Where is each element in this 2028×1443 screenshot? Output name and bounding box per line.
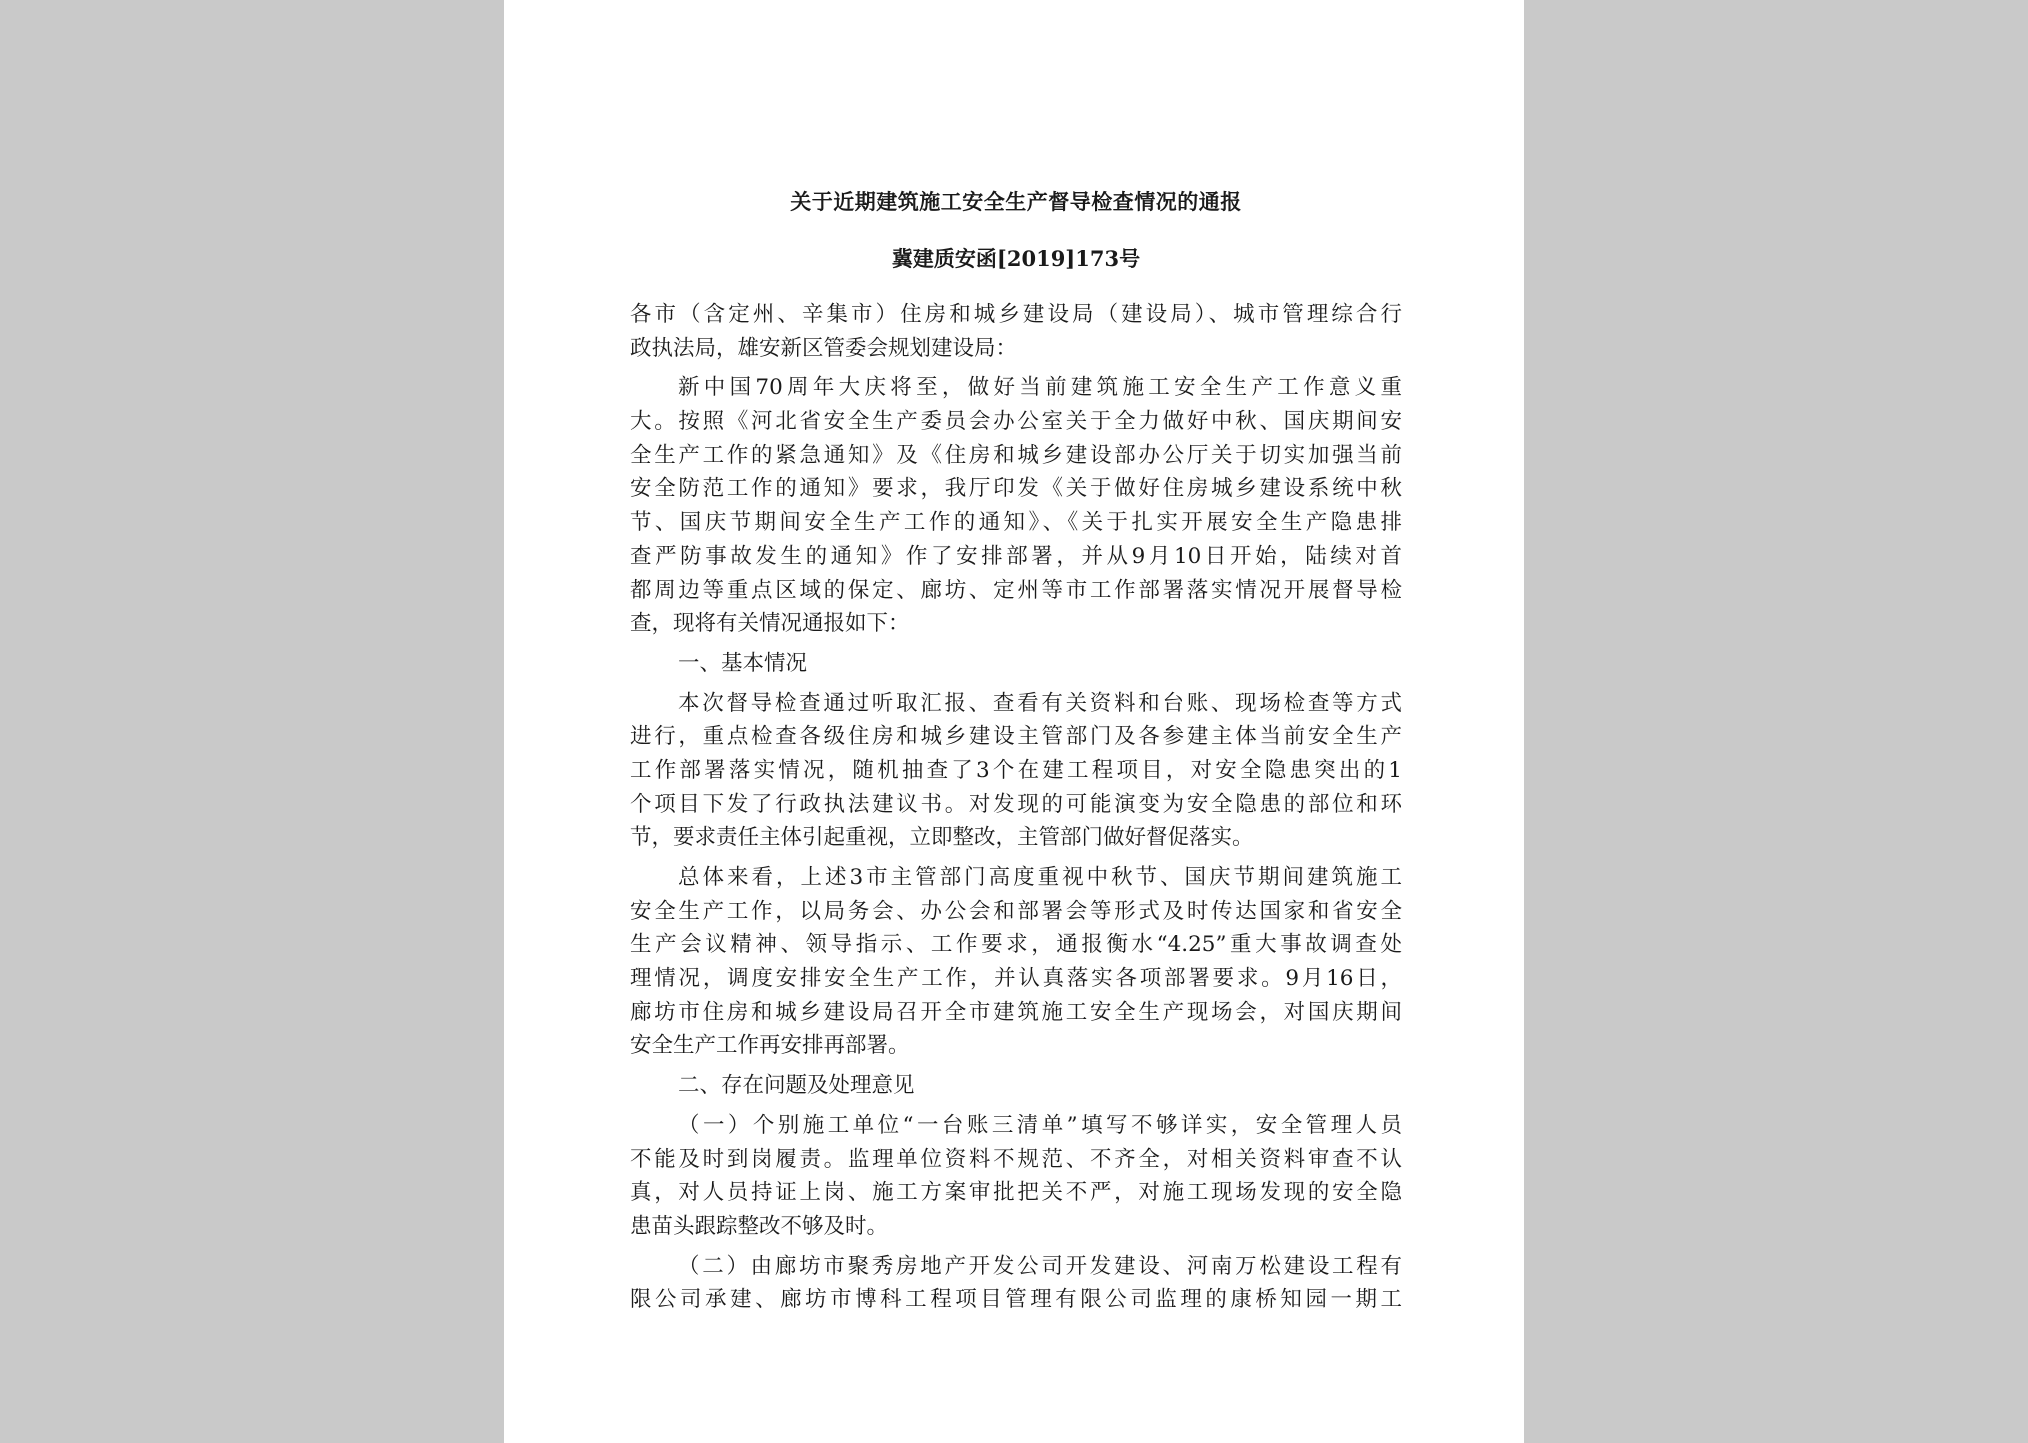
text-line: 总体来看，上述3市主管部门高度重视中秋节、国庆节期间建筑施工 (678, 865, 1402, 890)
text-line: （二）由廊坊市聚秀房地产开发公司开发建设、河南万松建设工程有 (678, 1253, 1402, 1279)
text-line: 政执法局，雄安新区管委会规划建设局： (630, 335, 1018, 361)
text-line: 节、国庆节期间安全生产工作的通知》、《关于扎实开展安全生产隐患排 (630, 510, 1402, 536)
text-line: 生产会议精神、领导指示、工作要求，通报衡水“4.25”重大事故调查处 (630, 932, 1402, 958)
text-line: 真，对人员持证上岗、施工方案审批把关不严，对施工现场发现的安全隐 (630, 1180, 1402, 1206)
document-body (630, 298, 1402, 1317)
text-line: 安全生产工作，以局务会、办公会和部署会等形式及时传达国家和省安全 (630, 898, 1402, 924)
document-number: 冀建质安函[2019]173号 (891, 246, 1141, 271)
text-line: 不能及时到岗履责。监理单位资料不规范、不齐全，对相关资料审查不认 (630, 1146, 1402, 1172)
text-line: 一、基本情况 (678, 650, 808, 676)
text-line: 廊坊市住房和城乡建设局召开全市建筑施工安全生产现场会，对国庆期间 (630, 999, 1402, 1025)
text-line: 本次督导检查通过听取汇报、查看有关资料和台账、现场检查等方式 (678, 690, 1402, 716)
document-title: 关于近期建筑施工安全生产督导检查情况的通报 (790, 189, 1242, 214)
text-line: 安全防范工作的通知》要求，我厅印发《关于做好住房城乡建设系统中秋 (630, 476, 1402, 502)
text-line: 限公司承建、廊坊市博科工程项目管理有限公司监理的康桥知园一期工 (630, 1287, 1402, 1313)
text-line: 个项目下发了行政执法建议书。对发现的可能演变为安全隐患的部位和环 (630, 791, 1402, 817)
text-line: 查，现将有关情况通报如下： (630, 611, 910, 637)
text-line: 新中国70周年大庆将至，做好当前建筑施工安全生产工作意义重 (678, 375, 1402, 401)
text-line: 节，要求责任主体引起重视，立即整改，主管部门做好督促落实。 (630, 825, 1254, 851)
text-line: （一）个别施工单位“一台账三清单”填写不够详实，安全管理人员 (678, 1112, 1402, 1138)
text-line: 进行，重点检查各级住房和城乡建设主管部门及各参建主体当前安全生产 (630, 724, 1402, 750)
text-line: 全生产工作的紧急通知》及《住房和城乡建设部办公厅关于切实加强当前 (630, 442, 1402, 468)
text-line: 患苗头跟踪整改不够及时。 (630, 1213, 889, 1239)
text-line: 都周边等重点区域的保定、廊坊、定州等市工作部署落实情况开展督导检 (630, 577, 1402, 603)
text-line: 工作部署落实情况，随机抽查了3个在建工程项目，对安全隐患突出的1 (630, 757, 1402, 783)
text-line: 大。按照《河北省安全生产委员会办公室关于全力做好中秋、国庆期间安 (630, 409, 1402, 435)
text-line: 各市（含定州、辛集市）住房和城乡建设局（建设局）、城市管理综合行 (630, 302, 1402, 327)
document-page (504, 0, 1524, 1443)
text-line: 二、存在问题及处理意见 (678, 1073, 915, 1099)
text-line: 理情况，调度安排安全生产工作，并认真落实各项部署要求。9月16日， (630, 966, 1402, 992)
text-line: 查严防事故发生的通知》作了安排部署，并从9月10日开始，陆续对首 (630, 543, 1402, 569)
text-line: 安全生产工作再安排再部署。 (630, 1033, 910, 1059)
